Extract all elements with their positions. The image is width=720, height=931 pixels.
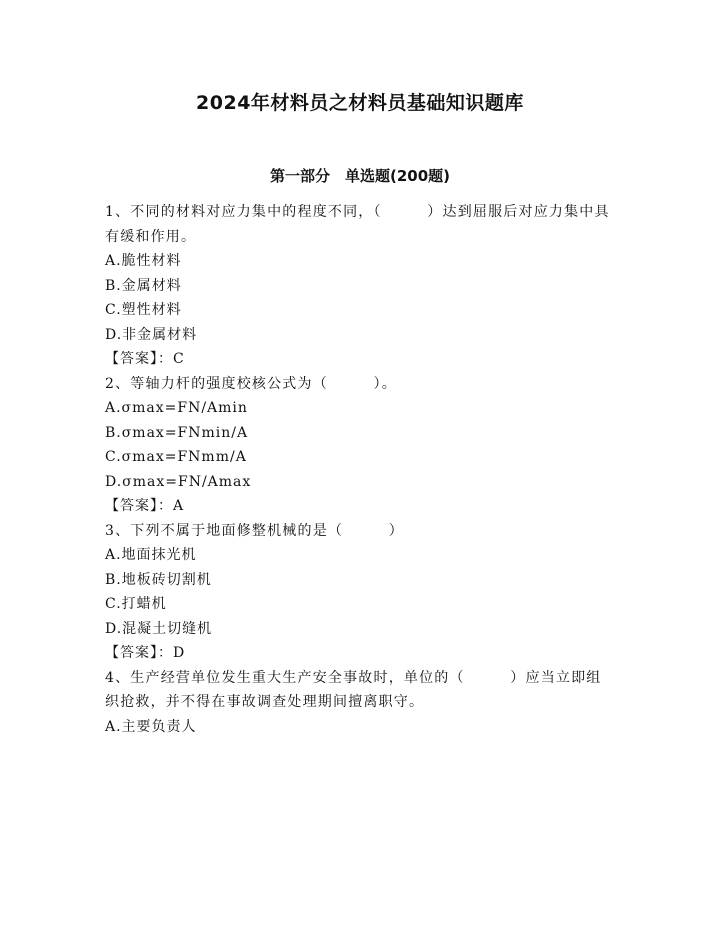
option-d: D.混凝土切缝机 — [105, 620, 213, 637]
option-a: A.主要负责人 — [105, 718, 197, 735]
answer-label: 【答案】：A — [105, 498, 185, 514]
option-b: B.金属材料 — [105, 277, 182, 294]
question-stem: 4、生产经营单位发生重大生产安全事故时，单位的（ ）应当立即组织抢救，并不得在事故调查处理期间擅离职守。 — [105, 669, 602, 710]
option-c: C.塑性材料 — [105, 302, 182, 318]
question-1 — [105, 200, 615, 372]
option-b: B.σmax=FNmin/A — [105, 424, 249, 441]
answer-label: 【答案】：D — [105, 645, 186, 661]
option-c: C.σmax=FNmm/A — [105, 449, 247, 465]
question-3 — [105, 519, 615, 666]
question-stem: 2、等轴力杆的强度校核公式为（ ）。 — [105, 375, 397, 392]
question-2 — [105, 372, 615, 519]
option-d: D.σmax=FN/Amax — [105, 473, 252, 490]
document-title: 2024年材料员之材料员基础知识题库 — [196, 92, 524, 114]
section-heading: 第一部分 单选题(200题) — [269, 167, 451, 185]
question-list — [105, 200, 615, 739]
option-a: A.地面抹光机 — [105, 547, 197, 563]
option-a: A.σmax=FN/Amin — [105, 400, 248, 416]
answer-label: 【答案】：C — [105, 351, 185, 367]
option-c: C.打蜡机 — [105, 596, 167, 612]
option-a: A.脆性材料 — [105, 253, 182, 269]
question-4 — [105, 666, 615, 740]
question-stem: 1、不同的材料对应力集中的程度不同，（ ）达到屈服后对应力集中具有缓和作用。 — [105, 204, 610, 245]
option-b: B.地板砖切割机 — [105, 571, 212, 588]
question-stem: 3、下列不属于地面修整机械的是（ ） — [105, 522, 404, 539]
option-d: D.非金属材料 — [105, 326, 198, 343]
